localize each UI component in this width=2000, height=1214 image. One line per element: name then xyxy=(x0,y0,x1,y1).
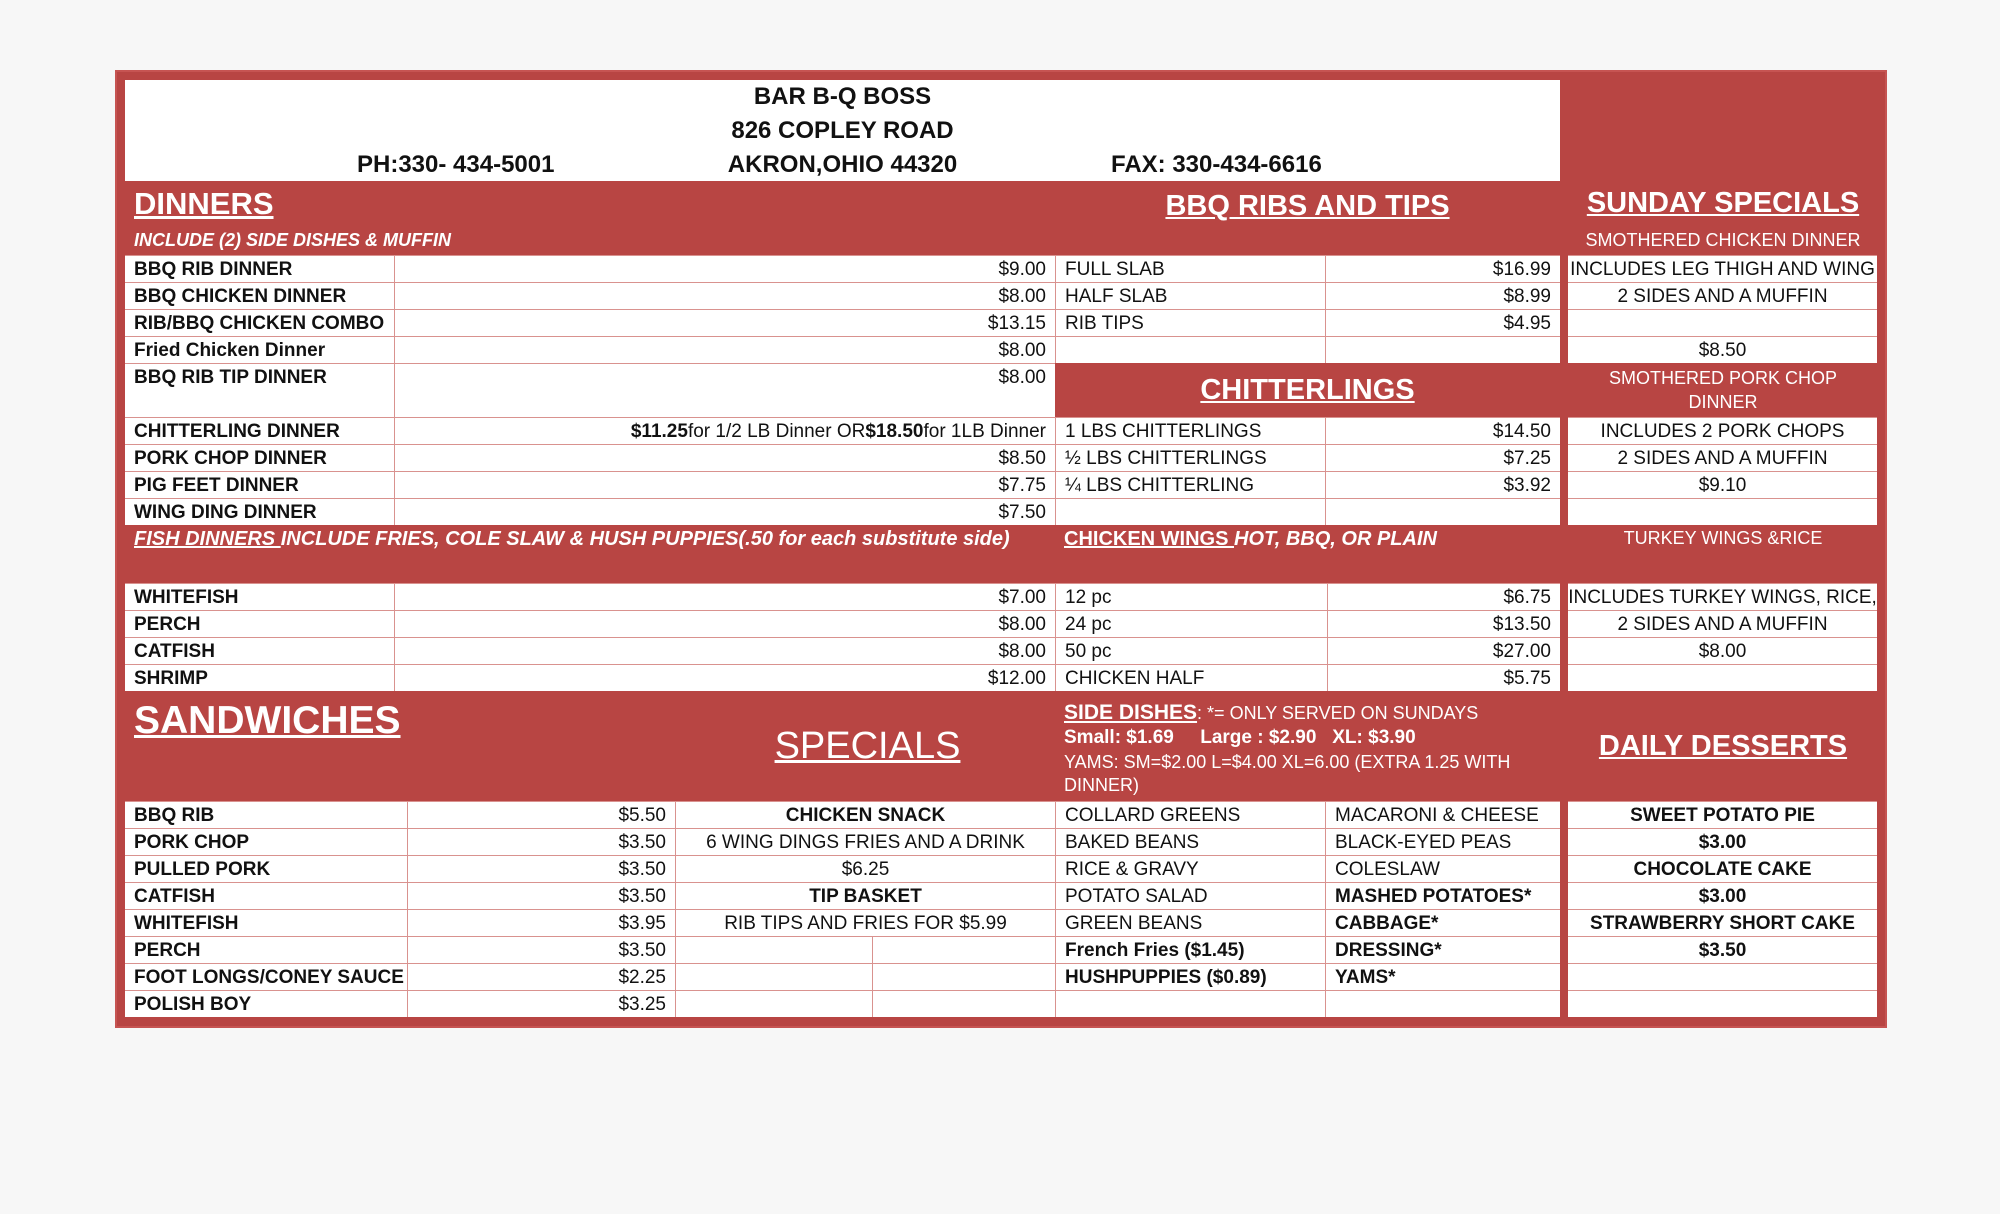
sandwich-item-name: WHITEFISH xyxy=(125,909,407,936)
chitterling-item-price xyxy=(1325,498,1560,525)
restaurant-name: BAR B-Q BOSS xyxy=(125,80,1560,114)
chitterling-item-price: $14.50 xyxy=(1325,417,1560,444)
sandwich-item-name: PERCH xyxy=(125,936,407,963)
special-empty-cell xyxy=(872,990,1055,1017)
sunday-title: SUNDAY SPECIALS xyxy=(1586,186,1860,219)
dessert-line xyxy=(1568,963,1877,990)
sunday-porkchop-line: INCLUDES 2 PORK CHOPS xyxy=(1568,417,1877,444)
side-dish-right xyxy=(1325,990,1560,1017)
dinner-item-name: CHITTERLING DINNER xyxy=(125,417,394,444)
dinner-item-name: BBQ CHICKEN DINNER xyxy=(125,282,394,309)
side-dish-left: GREEN BEANS xyxy=(1055,909,1325,936)
chitterling-item-name: 1 LBS CHITTERLINGS xyxy=(1055,417,1325,444)
special-line: 6 WING DINGS FRIES AND A DRINK xyxy=(675,828,1055,855)
dessert-line: CHOCOLATE CAKE xyxy=(1568,855,1877,882)
sunday-chicken-line: $8.50 xyxy=(1568,336,1877,363)
dinner-item-price: $8.50 xyxy=(394,444,1055,471)
side-dishes-note: : *= ONLY SERVED ON SUNDAYS xyxy=(1197,703,1479,723)
fish-item-price: $7.00 xyxy=(394,583,1055,610)
side-dishes-yams-line2: DINNER) xyxy=(1064,775,1139,796)
side-dish-right: CABBAGE* xyxy=(1325,909,1560,936)
rib-item-price: $8.99 xyxy=(1325,282,1560,309)
side-dish-left: RICE & GRAVY xyxy=(1055,855,1325,882)
special-line: RIB TIPS AND FRIES FOR $5.99 xyxy=(675,909,1055,936)
side-dish-right: DRESSING* xyxy=(1325,936,1560,963)
sandwiches-title: SANDWICHES xyxy=(134,699,401,742)
chitterling-full-text: for 1LB Dinner xyxy=(923,420,1046,442)
sandwich-item-name: BBQ RIB xyxy=(125,801,407,828)
wing-item-price: $13.50 xyxy=(1327,610,1560,637)
special-line: $6.25 xyxy=(675,855,1055,882)
sandwich-item-name: FOOT LONGS/CONEY SAUCE xyxy=(125,963,407,990)
dinner-item-price: $9.00 xyxy=(394,255,1055,282)
menu-board xyxy=(117,72,1885,1026)
fish-dinners-title: FISH DINNERS xyxy=(134,528,281,550)
dessert-line: STRAWBERRY SHORT CAKE xyxy=(1568,909,1877,936)
wing-item-name: 12 pc xyxy=(1055,583,1327,610)
special-empty-cell xyxy=(675,936,872,963)
rib-item-name xyxy=(1055,336,1325,363)
side-dishes-yams-line1: YAMS: SM=$2.00 L=$4.00 XL=6.00 (EXTRA 1.25 WITH xyxy=(1064,751,1511,772)
sunday-turkey-line xyxy=(1568,664,1877,691)
sunday-chicken-line: 2 SIDES AND A MUFFIN xyxy=(1568,282,1877,309)
sunday-porkchop-title xyxy=(1568,363,1878,417)
chitterling-full-price: $18.50 xyxy=(865,420,924,442)
sandwich-item-price: $3.50 xyxy=(407,882,675,909)
sandwich-item-price: $3.50 xyxy=(407,936,675,963)
dinner-item-price: $7.75 xyxy=(394,471,1055,498)
dinner-item-name: WING DING DINNER xyxy=(125,498,394,525)
side-dish-right: MASHED POTATOES* xyxy=(1325,882,1560,909)
dinner-item-name: PORK CHOP DINNER xyxy=(125,444,394,471)
chitterling-item-name: ½ LBS CHITTERLINGS xyxy=(1055,444,1325,471)
dessert-line xyxy=(1568,990,1877,1017)
dessert-line: SWEET POTATO PIE xyxy=(1568,801,1877,828)
fish-item-name: WHITEFISH xyxy=(125,583,394,610)
side-dish-left: COLLARD GREENS xyxy=(1055,801,1325,828)
fish-title-row xyxy=(125,525,1055,582)
sandwich-item-price: $5.50 xyxy=(407,801,675,828)
wing-item-price: $6.75 xyxy=(1327,583,1560,610)
dinner-item-price: $8.00 xyxy=(394,336,1055,363)
rib-item-price: $16.99 xyxy=(1325,255,1560,282)
side-dish-left: French Fries ($1.45) xyxy=(1055,936,1325,963)
wing-item-price: $27.00 xyxy=(1327,637,1560,664)
chitterling-item-name: ¼ LBS CHITTERLING xyxy=(1055,471,1325,498)
sunday-porkchop-line: 2 SIDES AND A MUFFIN xyxy=(1568,444,1877,471)
dessert-line: $3.00 xyxy=(1568,882,1877,909)
specials-title: SPECIALS xyxy=(774,725,961,767)
sunday-chicken-line xyxy=(1568,309,1877,336)
daily-desserts-title: DAILY DESSERTS xyxy=(1598,729,1848,762)
sunday-chicken-title: SMOTHERED CHICKEN DINNER xyxy=(1585,229,1861,250)
side-dishes-title: SIDE DISHES xyxy=(1064,701,1198,724)
sunday-porkchop-title-line2: DINNER xyxy=(1688,392,1758,412)
side-dishes-sizes: Small: $1.69 Large : $2.90 XL: $3.90 xyxy=(1064,727,1416,749)
wings-title-row xyxy=(1055,525,1560,582)
dinners-subtitle: INCLUDE (2) SIDE DISHES & MUFFIN xyxy=(134,229,452,250)
dessert-line: $3.50 xyxy=(1568,936,1877,963)
chitterling-item-name xyxy=(1055,498,1325,525)
sunday-turkey-title: TURKEY WINGS &RICE xyxy=(1623,528,1823,548)
sandwich-item-price: $3.50 xyxy=(407,828,675,855)
sunday-chicken-line: INCLUDES LEG THIGH AND WING xyxy=(1568,255,1877,282)
fish-item-price: $8.00 xyxy=(394,637,1055,664)
chicken-wings-title: CHICKEN WINGS xyxy=(1064,528,1234,550)
side-dish-left xyxy=(1055,990,1325,1017)
wing-item-name: 50 pc xyxy=(1055,637,1327,664)
chitterling-dinner-prices xyxy=(394,417,1055,444)
sandwich-item-price: $3.50 xyxy=(407,855,675,882)
fish-item-name: CATFISH xyxy=(125,637,394,664)
dinner-item-price: $8.00 xyxy=(394,282,1055,309)
dinners-title: DINNERS xyxy=(134,185,274,221)
chicken-wings-note: HOT, BBQ, OR PLAIN xyxy=(1234,528,1437,550)
ribs-title: BBQ RIBS AND TIPS xyxy=(1165,189,1450,222)
side-dish-right: YAMS* xyxy=(1325,963,1560,990)
phone-number: PH:330- 434-5001 xyxy=(125,148,1560,181)
wing-item-name: 24 pc xyxy=(1055,610,1327,637)
rib-item-price: $4.95 xyxy=(1325,309,1560,336)
rib-item-name: HALF SLAB xyxy=(1055,282,1325,309)
rib-item-name: FULL SLAB xyxy=(1055,255,1325,282)
dinner-item-price: $8.00 xyxy=(394,363,1055,417)
sandwich-item-price: $3.25 xyxy=(407,990,675,1017)
sunday-porkchop-title-line1: SMOTHERED PORK CHOP xyxy=(1608,367,1838,388)
side-dish-right: MACARONI & CHEESE xyxy=(1325,801,1560,828)
special-empty-cell xyxy=(675,963,872,990)
fish-item-name: SHRIMP xyxy=(125,664,394,691)
chitterling-item-price: $7.25 xyxy=(1325,444,1560,471)
chitterling-half-price: $11.25 xyxy=(630,420,688,442)
sunday-turkey-line: 2 SIDES AND A MUFFIN xyxy=(1568,610,1877,637)
fish-item-name: PERCH xyxy=(125,610,394,637)
sunday-turkey-line: INCLUDES TURKEY WINGS, RICE, xyxy=(1568,583,1877,610)
special-line: CHICKEN SNACK xyxy=(675,801,1055,828)
chitterling-item-price: $3.92 xyxy=(1325,471,1560,498)
street-address: 826 COPLEY ROAD xyxy=(125,114,1560,148)
special-line: TIP BASKET xyxy=(675,882,1055,909)
dinner-item-price: $13.15 xyxy=(394,309,1055,336)
dinner-item-name: BBQ RIB DINNER xyxy=(125,255,394,282)
dinner-item-name: BBQ RIB TIP DINNER xyxy=(125,363,394,417)
dinner-item-name: Fried Chicken Dinner xyxy=(125,336,394,363)
rib-item-name: RIB TIPS xyxy=(1055,309,1325,336)
side-dishes-header xyxy=(1055,691,1560,801)
wing-item-price: $5.75 xyxy=(1327,664,1560,691)
rib-item-price xyxy=(1325,336,1560,363)
sunday-porkchop-line xyxy=(1568,498,1877,525)
sandwich-item-price: $3.95 xyxy=(407,909,675,936)
side-dishes-title-line xyxy=(1064,699,1478,726)
sandwich-item-name: PULLED PORK xyxy=(125,855,407,882)
side-dish-left: POTATO SALAD xyxy=(1055,882,1325,909)
fax-number: FAX: 330-434-6616 xyxy=(1111,150,1322,178)
sunday-turkey-line: $8.00 xyxy=(1568,637,1877,664)
chitterlings-title: CHITTERLINGS xyxy=(1200,373,1415,406)
city-state: AKRON,OHIO 44320 xyxy=(727,150,958,178)
dinner-item-price: $7.50 xyxy=(394,498,1055,525)
special-empty-cell xyxy=(675,990,872,1017)
fish-item-price: $12.00 xyxy=(394,664,1055,691)
sandwich-item-name: PORK CHOP xyxy=(125,828,407,855)
dessert-line: $3.00 xyxy=(1568,828,1877,855)
side-dish-right: BLACK-EYED PEAS xyxy=(1325,828,1560,855)
fish-dinners-note: INCLUDE FRIES, COLE SLAW & HUSH PUPPIES(.50 for each substitute side) xyxy=(280,528,1010,550)
side-dish-left: HUSHPUPPIES ($0.89) xyxy=(1055,963,1325,990)
dinner-item-name: RIB/BBQ CHICKEN COMBO xyxy=(125,309,394,336)
sunday-porkchop-line: $9.10 xyxy=(1568,471,1877,498)
side-dish-left: BAKED BEANS xyxy=(1055,828,1325,855)
special-empty-cell xyxy=(872,963,1055,990)
wing-item-name: CHICKEN HALF xyxy=(1055,664,1327,691)
sandwich-item-name: POLISH BOY xyxy=(125,990,407,1017)
dinner-item-name: PIG FEET DINNER xyxy=(125,471,394,498)
fish-item-price: $8.00 xyxy=(394,610,1055,637)
chitterling-half-text: for 1/2 LB Dinner OR xyxy=(687,420,866,442)
special-empty-cell xyxy=(872,936,1055,963)
sandwich-item-name: CATFISH xyxy=(125,882,407,909)
side-dish-right: COLESLAW xyxy=(1325,855,1560,882)
sandwich-item-price: $2.25 xyxy=(407,963,675,990)
